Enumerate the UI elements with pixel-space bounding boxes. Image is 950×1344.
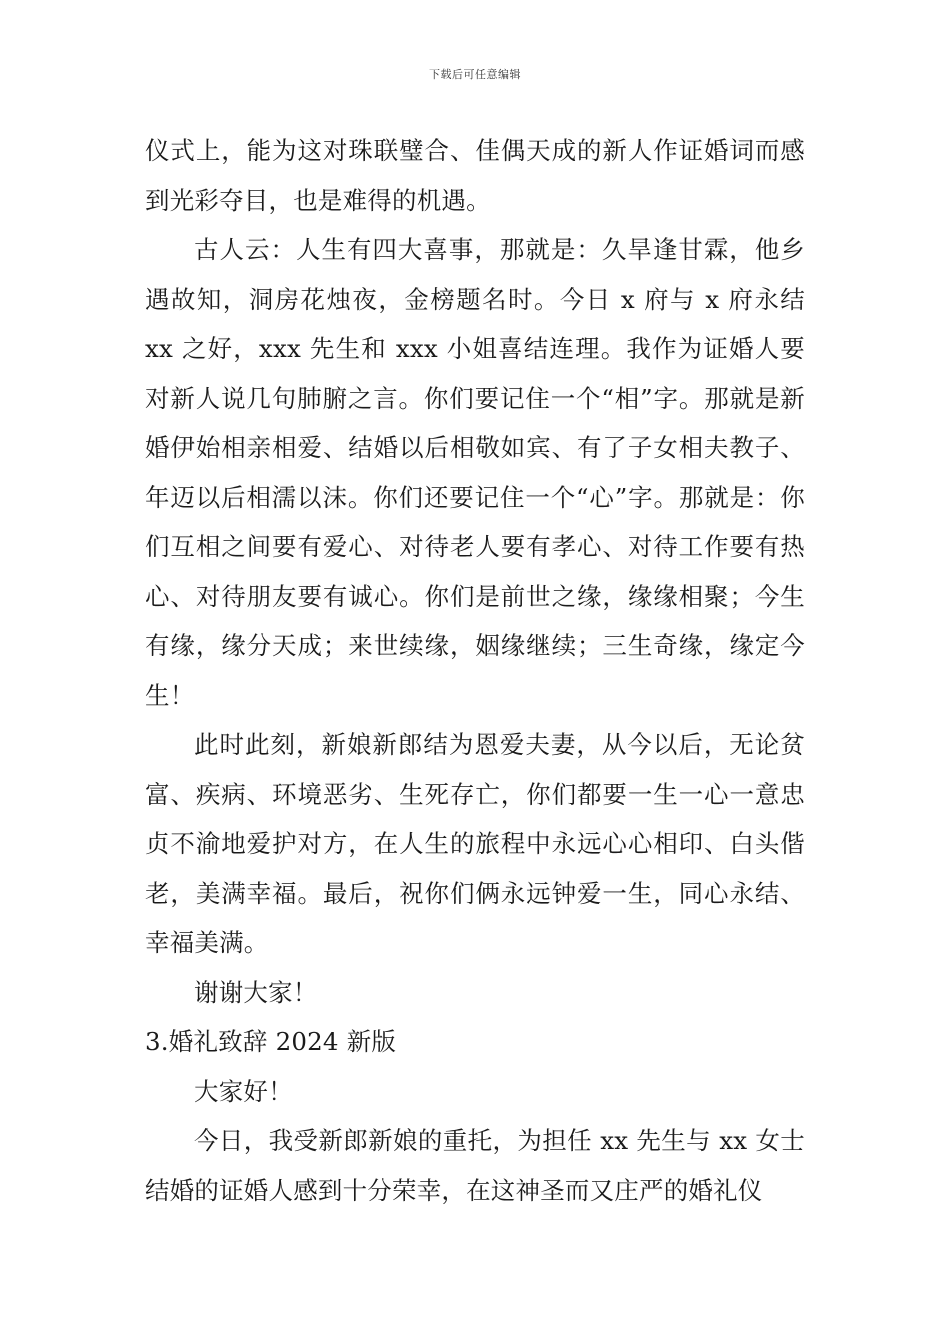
paragraph-continuation: 仪式上，能为这对珠联璧合、佳偶天成的新人作证婚词而感到光彩夺目，也是难得的机遇。 [145,136,805,215]
paragraph-vows: 此时此刻，新娘新郎结为恩爱夫妻，从今以后，无论贫富、疾病、环境恶劣、生死存亡，你们都要一生一心一意忠贞不渝地爱护对方，在人生的旅程中永远心心相印、白头偕老，美满幸福。最后，祝你们俩永远钟爱一生，同心永结、幸福美满。 [145,730,805,957]
paragraph-four-joys: 古人云：人生有四大喜事，那就是：久旱逢甘霖，他乡遇故知，洞房花烛夜，金榜题名时。今日 x 府与 x 府永结 xx 之好，xxx 先生和 xxx 小姐喜结连理。我作为证婚人要对新人说几句肺腑之言。你们要记住一个“相”字。那就是新婚伊始相亲相爱、结婚以后相敬如宾、有了子女相夫教子、年迈以后相濡以沫。你们还要记住一个“心”字。那就是：你们互相之间要有爱心、对待老人要有孝心、对待工作要有热心、对待朋友要有诚心。你们是前世之缘，缘缘相聚；今生有缘，缘分天成；来世续缘，姻缘继续；三生奇缘，缘定今生！ [145,235,805,710]
section-heading: 3.婚礼致辞 2024 新版 [145,1027,397,1056]
paragraph-intro: 今日，我受新郎新娘的重托，为担任 xx 先生与 xx 女士结婚的证婚人感到十分荣幸，在这神圣而又庄严的婚礼仪 [145,1126,805,1205]
document-body [145,126,805,1215]
paragraph-thanks: 谢谢大家！ [194,977,318,1007]
header-note: 下载后可任意编辑 [429,68,521,81]
paragraph-greeting: 大家好！ [194,1076,293,1106]
